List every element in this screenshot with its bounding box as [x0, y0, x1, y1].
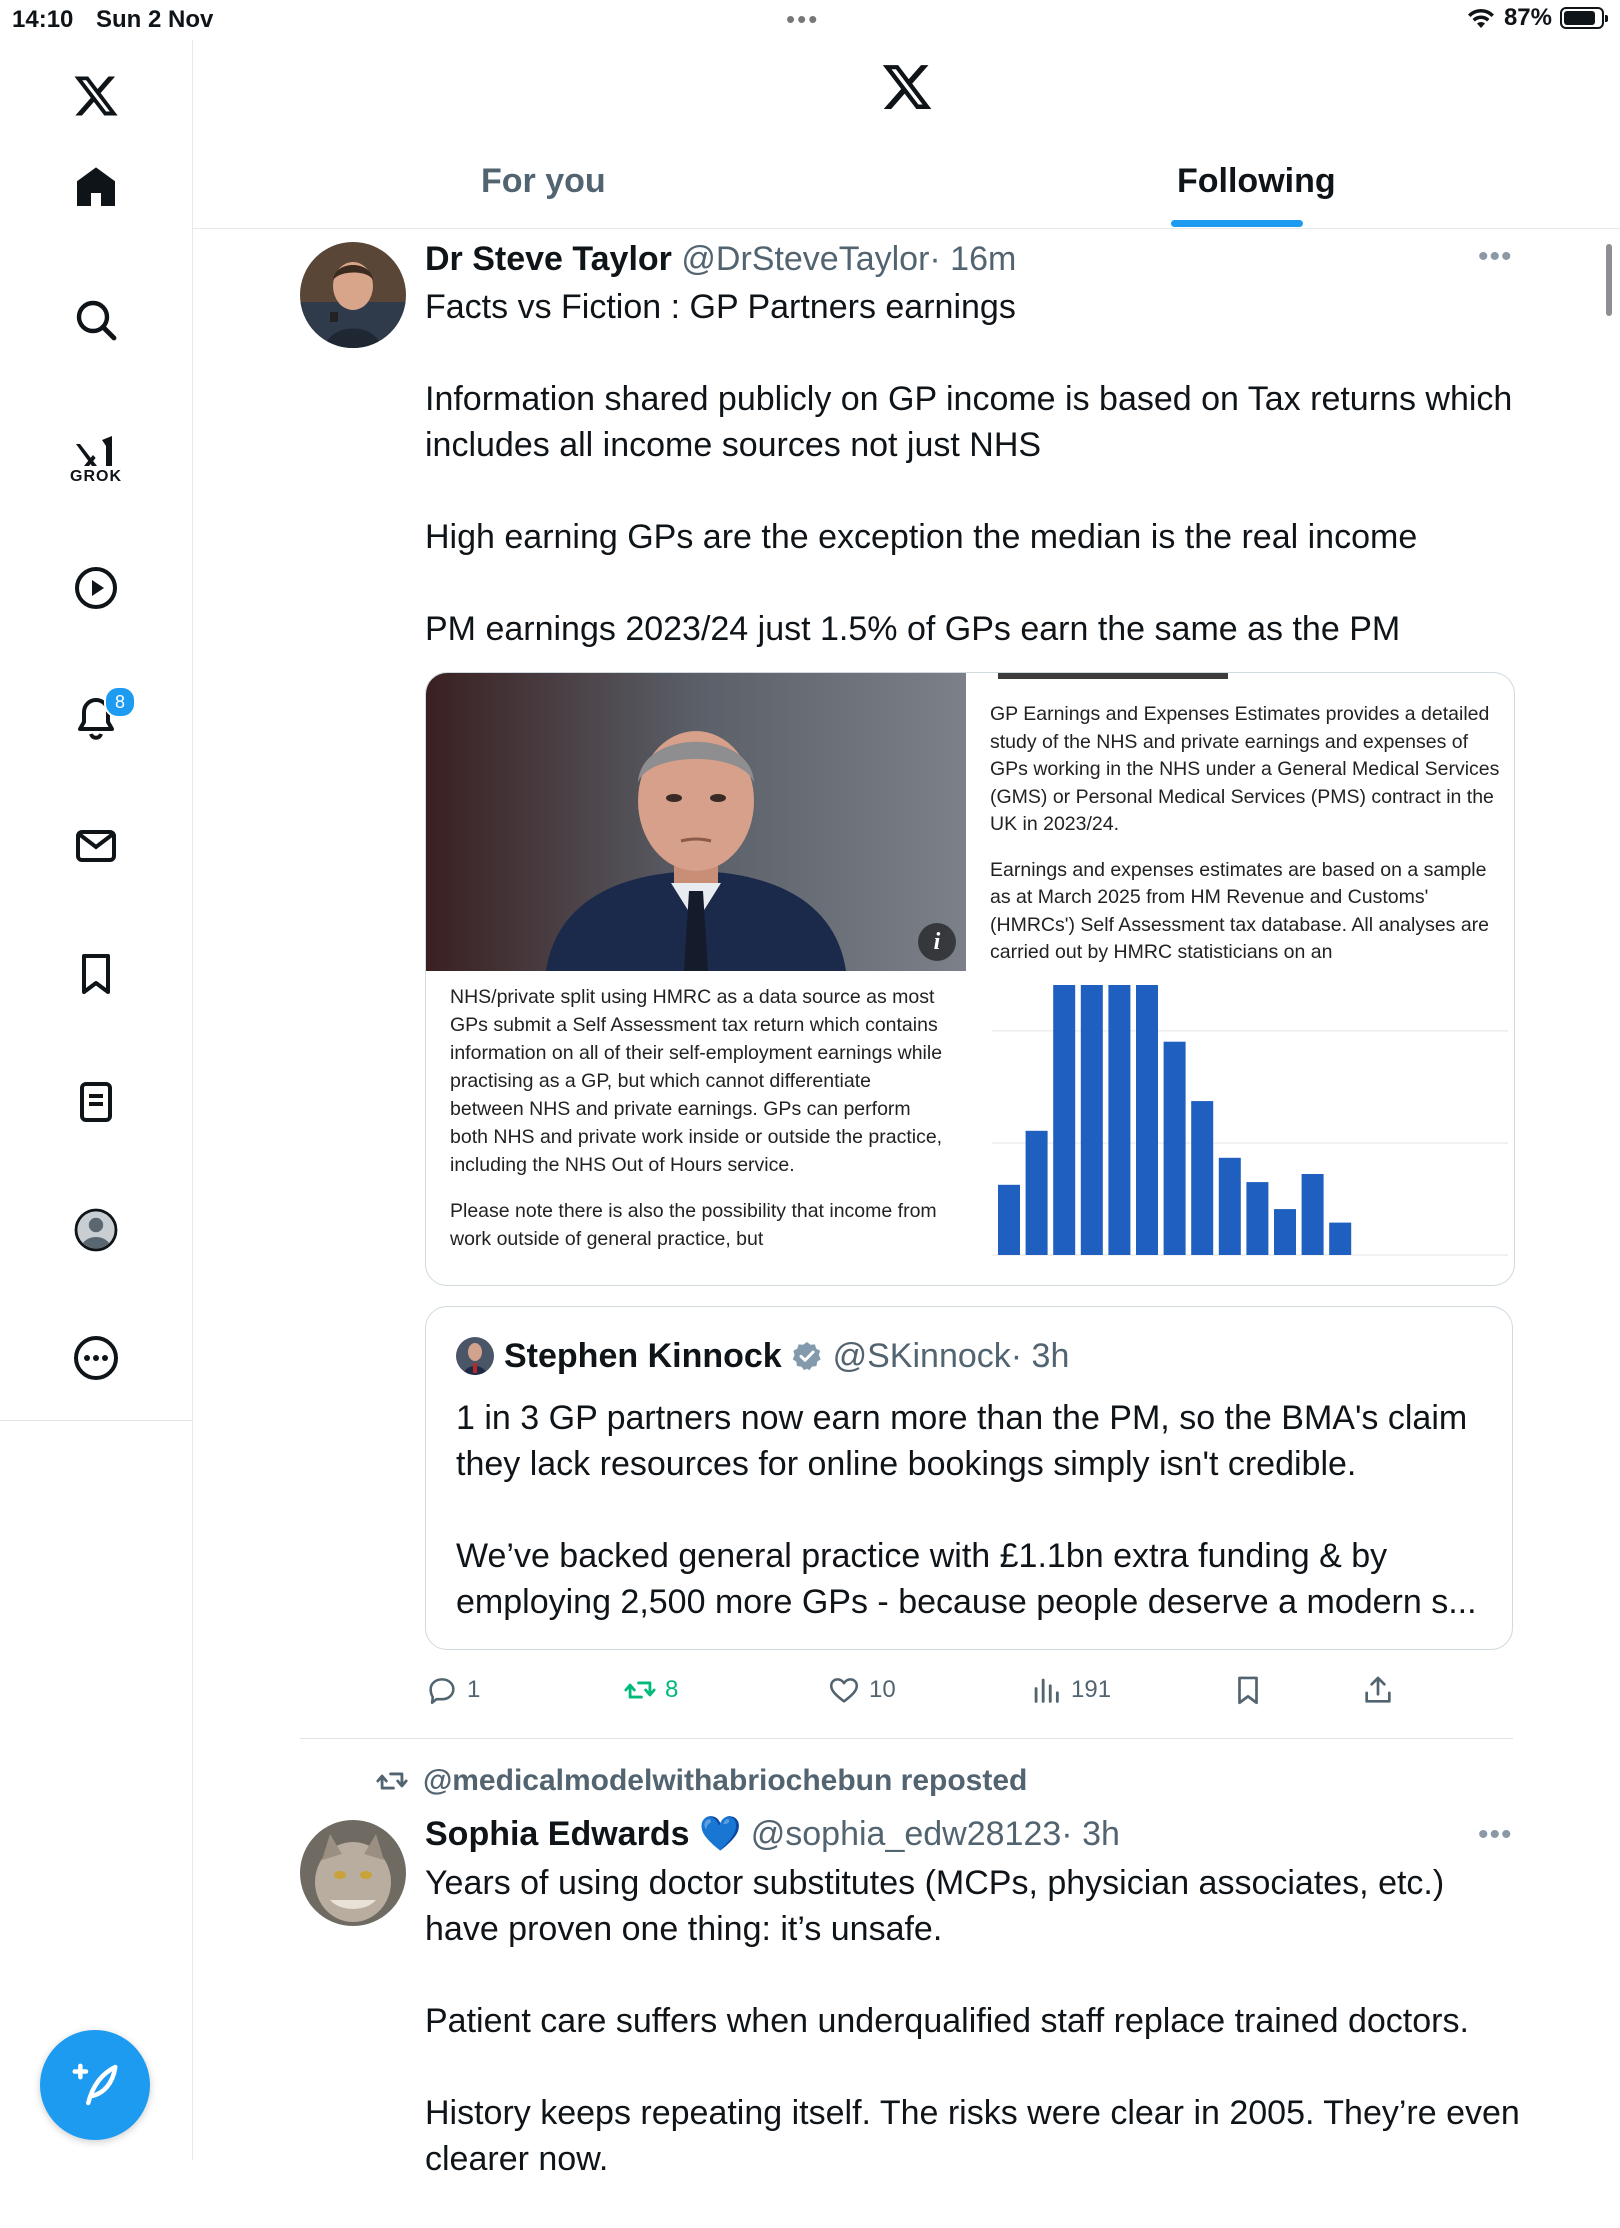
media-text-paragraph: Earnings and expenses estimates are based on a sample as at March 2025 from HM Revenue and Customs' (HMRCs') Self Assessment tax database. All analyses are carried out by HMRC statisticians on an: [990, 858, 1490, 963]
bookmark-icon[interactable]: [66, 944, 126, 1004]
histogram-bar: [1136, 985, 1158, 1255]
tweet-separator: [300, 1738, 1513, 1739]
repost-button[interactable]: [623, 1668, 678, 1712]
tweet-header: [425, 240, 1016, 279]
verified-badge-icon: [791, 1340, 823, 1372]
grok-label: GROK: [70, 468, 122, 485]
tweet-time[interactable]: · 3h: [1061, 1815, 1120, 1853]
tweet-more-icon[interactable]: •••: [1478, 240, 1513, 273]
media-image-right[interactable]: [966, 673, 1515, 1285]
blue-heart-emoji: 💙: [698, 1815, 742, 1853]
histogram-bar: [1081, 985, 1103, 1255]
sidebar: [0, 40, 193, 2160]
histogram-bar: [1108, 985, 1130, 1255]
avatar-sophia-edwards[interactable]: [300, 1820, 406, 1926]
quote-paragraph: We’ve backed general practice with £1.1bn extra funding & by employing 2,500 more GPs - because people deserve a modern s...: [456, 1537, 1477, 1621]
histogram-bar: [1053, 985, 1075, 1255]
sidebar-divider: [0, 1420, 192, 1421]
views-button[interactable]: [1029, 1668, 1111, 1712]
share-button[interactable]: [1361, 1668, 1395, 1712]
repost-context-icon: [375, 1764, 409, 1798]
avatar-stephen-kinnock[interactable]: [456, 1337, 494, 1375]
status-time: 14:10: [12, 6, 74, 33]
author-name[interactable]: Sophia Edwards: [425, 1815, 690, 1853]
media-image-left[interactable]: [426, 673, 966, 1285]
wifi-icon: [1466, 6, 1496, 30]
views-count: 191: [1071, 1676, 1112, 1703]
notifications-badge: 8: [104, 686, 136, 718]
tweet-header: [425, 1814, 1120, 1854]
bookmark-icon: [1231, 1673, 1265, 1707]
quote-header: [504, 1337, 1069, 1376]
histogram-bar: [1246, 1182, 1268, 1255]
timeline-tabs: [193, 140, 1620, 229]
media-photo: [426, 673, 966, 971]
grok-icon[interactable]: [66, 426, 126, 486]
tweet-actions: [425, 1668, 1525, 1712]
multitasking-dots-icon[interactable]: •••: [786, 4, 820, 34]
scrollbar[interactable]: [1606, 244, 1612, 316]
reply-count: 1: [467, 1676, 481, 1703]
quote-time[interactable]: · 3h: [1010, 1337, 1070, 1375]
notifications-bell-icon[interactable]: [66, 688, 126, 748]
messages-envelope-icon[interactable]: [66, 816, 126, 876]
reply-button[interactable]: [425, 1668, 480, 1712]
share-icon: [1361, 1673, 1395, 1707]
tweet-media[interactable]: [425, 672, 1515, 1286]
tweet-paragraph: Facts vs Fiction : GP Partners earnings: [425, 288, 1016, 326]
tweet-more-icon[interactable]: •••: [1478, 1818, 1513, 1851]
tweet-paragraph: High earning GPs are the exception the median is the real income: [425, 518, 1418, 556]
views-chart-icon: [1029, 1673, 1063, 1707]
tweet-text: [425, 1860, 1525, 2228]
like-button[interactable]: [827, 1668, 896, 1712]
media-right-text: [990, 701, 1500, 985]
author-handle[interactable]: @sophia_edw28123: [750, 1815, 1062, 1853]
x-logo-icon[interactable]: [66, 66, 126, 126]
heart-icon: [827, 1673, 861, 1707]
quote-author-name[interactable]: Stephen Kinnock: [504, 1337, 782, 1375]
histogram-bar: [1302, 1174, 1324, 1255]
status-right: [1466, 4, 1604, 32]
tweet-paragraph: Years of using doctor substitutes (MCPs, physician associates, etc.) have proven one thing: it’s unsafe.: [425, 1864, 1445, 1948]
tweet-paragraph: Information shared publicly on GP income is based on Tax returns which includes all income sources not just NHS: [425, 380, 1513, 464]
quoted-tweet[interactable]: [425, 1306, 1513, 1650]
battery-percent: 87%: [1503, 4, 1552, 31]
author-name[interactable]: Dr Steve Taylor: [425, 240, 672, 278]
tab-for-you[interactable]: For you: [481, 162, 606, 200]
tweet-paragraph: Patient care suffers when underqualified staff replace trained doctors.: [425, 2002, 1469, 2040]
info-icon[interactable]: i: [918, 923, 956, 961]
quote-paragraph: 1 in 3 GP partners now earn more than the PM, so the BMA's claim they lack resources for online bookings simply isn't credible.: [456, 1399, 1468, 1483]
media-text-paragraph: Please note there is also the possibility that income from work outside of general practice, but: [450, 1200, 937, 1250]
repost-icon: [623, 1673, 657, 1707]
lists-icon[interactable]: [66, 1072, 126, 1132]
quote-author-handle[interactable]: @SKinnock: [832, 1337, 1011, 1375]
media-text-paragraph: GP Earnings and Expenses Estimates provides a detailed study of the NHS and private earnings and expenses of GPs working in the NHS under a General Medical Services (GMS) or Personal Medical Services (PMS) contract in the UK in 2023/24.: [990, 703, 1500, 835]
earnings-histogram: [968, 965, 1515, 1285]
status-date: Sun 2 Nov: [96, 6, 214, 33]
status-bar: [0, 0, 1620, 40]
tweet-time[interactable]: · 16m: [929, 240, 1017, 278]
histogram-bar: [1219, 1158, 1241, 1255]
cropped-heading: [998, 672, 1228, 679]
histogram-bar: [1329, 1223, 1351, 1255]
like-count: 10: [869, 1676, 896, 1703]
media-left-text: [450, 983, 950, 1271]
tweet-paragraph: PM earnings 2023/24 just 1.5% of GPs earn the same as the PM: [425, 610, 1401, 648]
tweet-text: [425, 284, 1525, 698]
quote-text: [456, 1395, 1486, 1671]
repost-count: 8: [665, 1676, 679, 1703]
compose-feather-icon: [68, 2058, 122, 2112]
histogram-bar: [1274, 1209, 1296, 1255]
compose-post-button[interactable]: [40, 2030, 150, 2140]
active-tab-indicator: [1171, 220, 1303, 227]
histogram-bar: [998, 1185, 1020, 1255]
reply-icon: [425, 1673, 459, 1707]
avatar-dr-steve-taylor[interactable]: [300, 242, 406, 348]
battery-level: [1564, 11, 1595, 25]
repost-context[interactable]: [375, 1764, 1027, 1798]
histogram-bar: [1191, 1101, 1213, 1255]
home-icon[interactable]: [66, 158, 126, 218]
histogram-bar: [1026, 1131, 1048, 1255]
author-handle[interactable]: @DrSteveTaylor: [681, 240, 930, 278]
video-icon[interactable]: [66, 558, 126, 618]
bookmark-button[interactable]: [1231, 1668, 1265, 1712]
header-x-logo-icon[interactable]: [880, 60, 934, 114]
more-options-icon[interactable]: [66, 1328, 126, 1388]
media-text-paragraph: NHS/private split using HMRC as a data source as most GPs submit a Self Assessment tax return which contains information on all of their self-employment earnings while practising as a GP, but which cannot differentiate between NHS and private earnings. GPs can perform both NHS and private work inside or outside the practice, including the NHS Out of Hours service.: [450, 986, 943, 1176]
tab-following[interactable]: Following: [1177, 162, 1336, 200]
battery-icon: [1560, 7, 1604, 29]
profile-avatar-icon[interactable]: [66, 1200, 126, 1260]
repost-context-text: @medicalmodelwithabriochebun reposted: [423, 1764, 1028, 1797]
histogram-bar: [1164, 1042, 1186, 1255]
tweet-paragraph: History keeps repeating itself. The risks were clear in 2005. They’re even clearer now.: [425, 2094, 1520, 2178]
search-icon[interactable]: [66, 290, 126, 350]
